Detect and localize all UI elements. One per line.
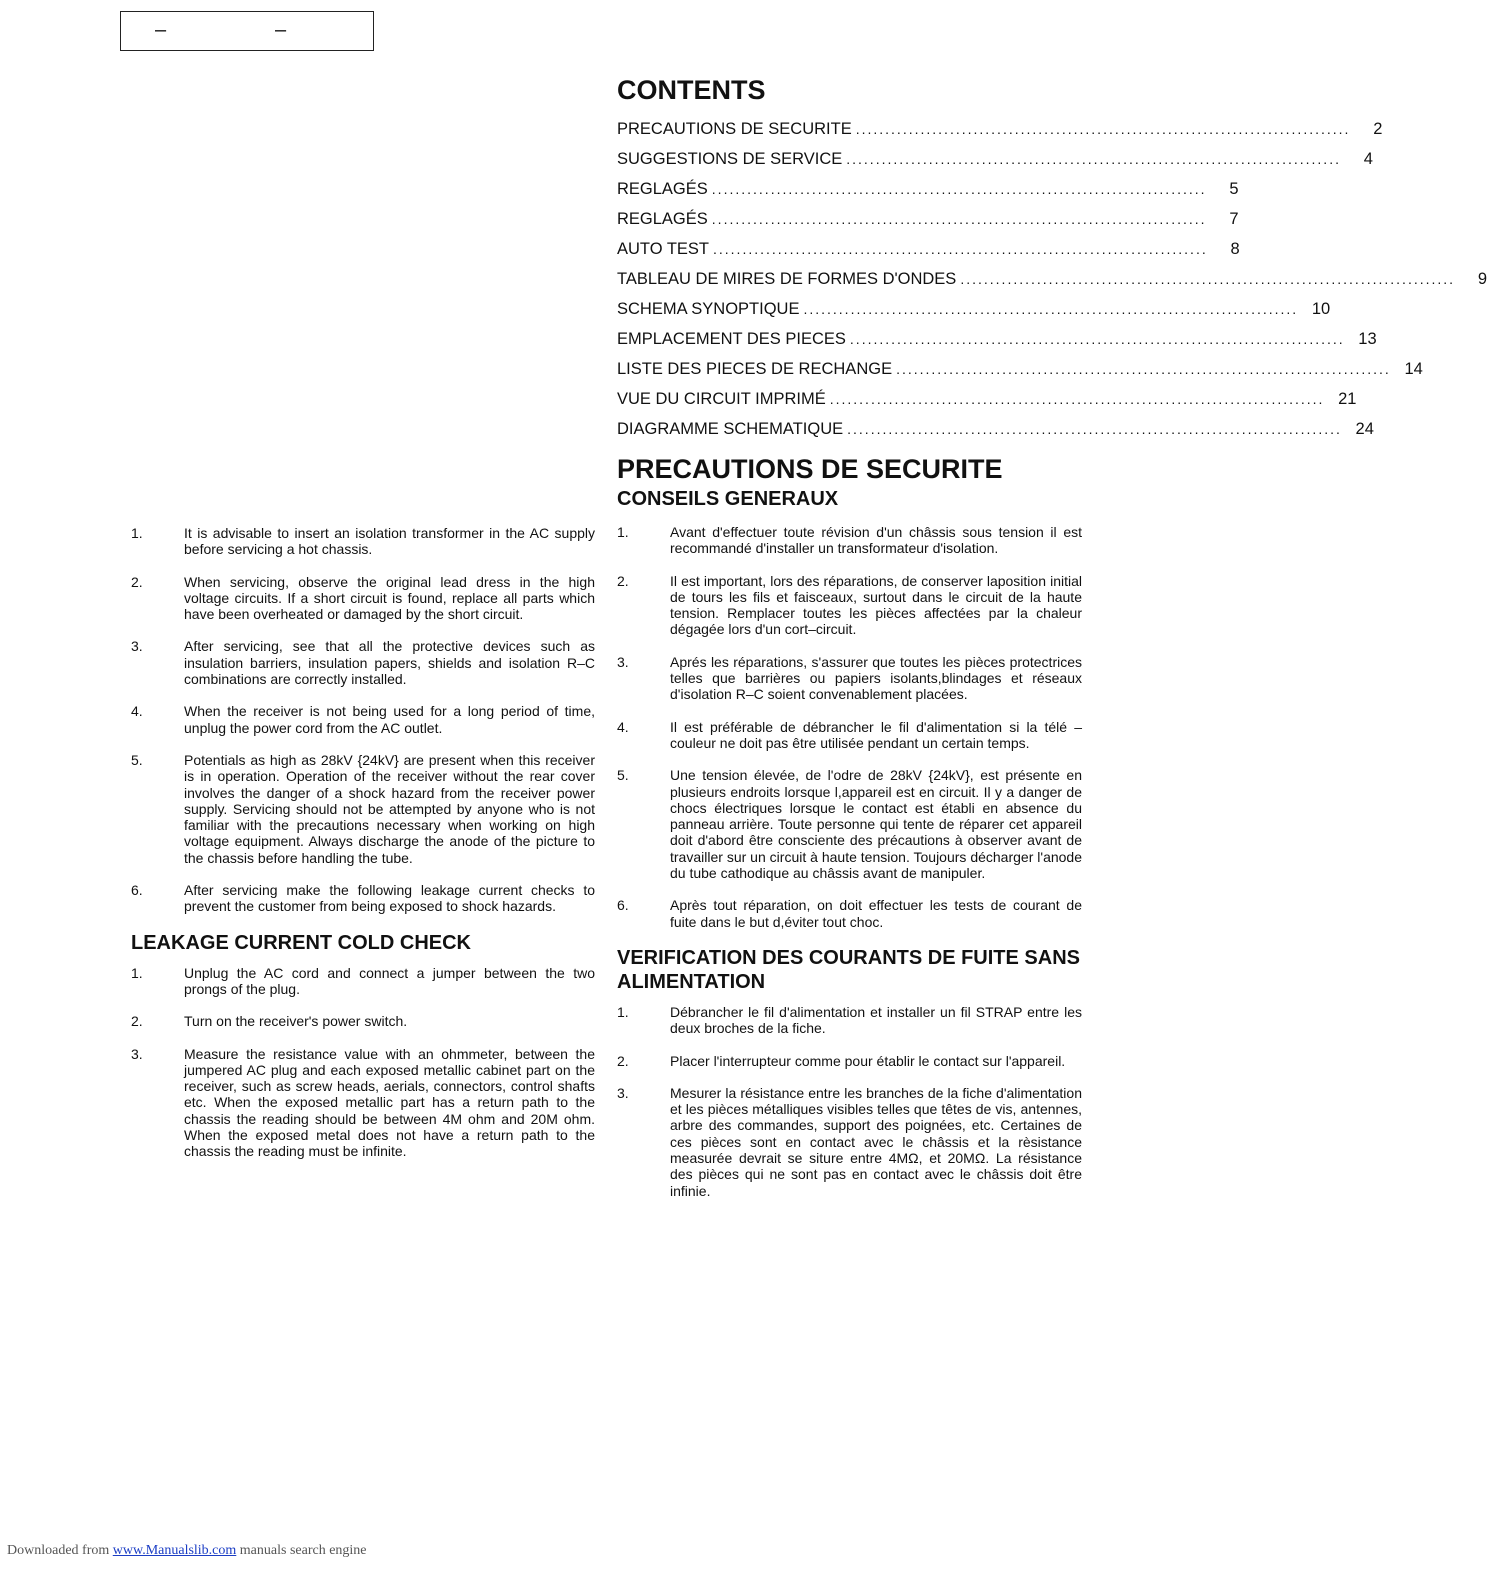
item-number: 1.: [617, 1003, 629, 1020]
item-number: 1.: [131, 964, 143, 981]
item-text: After servicing make the following leakage current checks to prevent the customer from being exposed to shock hazards.: [184, 882, 595, 915]
footer-prefix: Downloaded from: [7, 1543, 113, 1558]
item-number: 2.: [131, 573, 143, 590]
header-dash-left: –: [155, 19, 167, 41]
toc-leader-dots: ....................................................................................: [847, 421, 1342, 437]
toc-label: DIAGRAMME SCHEMATIQUE: [617, 420, 844, 438]
toc-label: AUTO TEST: [617, 240, 709, 258]
item-text: When the receiver is not being used for a long period of time, unplug the power cord from the AC outlet.: [184, 703, 595, 736]
toc-leader-dots: ....................................................................................: [846, 151, 1341, 167]
item-text: Potentials as high as 28kV {24kV} are present when this receiver is in operation. Operation of the receiver without the rear cover involves the danger of a shock hazard from the receiver power supply. Servicing should not be attempted by anyone who is not familiar with the precautions necessary when working on high voltage equipment. Always discharge the anode of the picture to the chassis before handling the tube.: [184, 751, 595, 866]
item-number: 2.: [131, 1013, 143, 1030]
toc-label: TABLEAU DE MIRES DE FORMES D'ONDES: [617, 270, 957, 288]
toc-entry[interactable]: [617, 264, 1487, 294]
toc-leader-dots: ....................................................................................: [711, 181, 1207, 197]
item-number: 5.: [131, 751, 143, 768]
list-item: [617, 1053, 1082, 1069]
toc-entry[interactable]: [617, 324, 1377, 354]
manualslib-link[interactable]: www.Manualslib.com: [112, 1543, 237, 1558]
list-item: [617, 654, 1082, 703]
list-item: [131, 1046, 595, 1160]
list-item: [131, 703, 595, 736]
list-item: [617, 897, 1082, 930]
toc-leader-dots: ....................................................................................: [849, 331, 1345, 347]
item-text: Une tension élevée, de l'odre de 28kV {24kV}, est présente en plusieurs endroits lorsque l,appareil est en circuit. Il y a danger de chocs électriques lorsque le contact est établi en absence du panneau arrière. Toute personne qui tente de réparer cet appareil doit d'abord être consciente des précautions à observer avant de travailler sur un circuit à haute tension. Toujours décharger l'anode du tube cathodique au châssis avant de manipuler.: [670, 767, 1082, 882]
list-item: [617, 1085, 1082, 1199]
list-item: [131, 965, 595, 998]
contents-title: CONTENTS: [617, 75, 766, 105]
toc-leader-dots: ....................................................................................: [713, 241, 1208, 257]
french-column: [617, 70, 1487, 1215]
toc-entry[interactable]: [617, 144, 1373, 174]
toc-label: SUGGESTIONS DE SERVICE: [617, 150, 843, 168]
toc-label: REGLAGÉS: [617, 210, 708, 228]
list-item: [617, 767, 1082, 881]
toc-page-number: 5: [1229, 180, 1239, 198]
leakage-check-title: LEAKAGE CURRENT COLD CHECK: [131, 931, 471, 954]
item-text: Mesurer la résistance entre les branches de la fiche d'alimentation et les pièces métalliques visibles telles que têtes de vis, antennes, arbre des commandes, support des poignées, etc. Certaines de ces pièces sont en contact avec le châssis et la rèsistance measurée devrait se siture entre 4MΩ, et 20MΩ. La résistance des pièces qui ne sont pas en contact avec le châssis doit être infinie.: [670, 1084, 1082, 1199]
item-number: 3.: [617, 653, 629, 670]
toc-label: VUE DU CIRCUIT IMPRIMÉ: [617, 390, 826, 408]
toc-entry[interactable]: [617, 294, 1331, 324]
list-item: [131, 574, 595, 623]
toc-leader-dots: ....................................................................................: [896, 361, 1391, 377]
item-text: When servicing, observe the original lead dress in the high voltage circuits. If a short circuit is found, replace all parts which have been overheated or damaged by the short circuit.: [184, 573, 595, 623]
list-item: [617, 573, 1082, 638]
toc-entry[interactable]: [617, 414, 1374, 444]
list-item: [617, 1004, 1082, 1037]
toc-entry[interactable]: [617, 354, 1423, 384]
header-box: [120, 11, 374, 51]
list-item: [131, 882, 595, 915]
list-item: [131, 752, 595, 866]
safety-precautions-title: PRECAUTIONS DE SECURITE: [617, 454, 1003, 484]
french-precautions-list: [617, 524, 1082, 930]
english-column: [131, 525, 595, 1176]
item-text: Unplug the AC cord and connect a jumper between the two prongs of the plug.: [184, 964, 595, 997]
list-item: [617, 524, 1082, 557]
list-item: [617, 719, 1082, 752]
toc-leader-dots: ....................................................................................: [803, 301, 1299, 317]
list-item: [131, 525, 595, 558]
item-text: Après tout réparation, on doit effectuer les tests de courant de fuite dans le but d,éviter tout choc.: [670, 897, 1082, 930]
table-of-contents: [617, 114, 1487, 444]
item-text: After servicing, see that all the protective devices such as insulation barriers, insulation papers, shields and isolation R–C combinations are correctly installed.: [184, 638, 595, 688]
item-number: 5.: [617, 767, 629, 784]
item-number: 1.: [617, 524, 629, 540]
footer-suffix: manuals search engine: [236, 1543, 367, 1558]
toc-label: LISTE DES PIECES DE RECHANGE: [617, 360, 893, 378]
toc-entry[interactable]: [617, 234, 1240, 264]
toc-page-number: 24: [1355, 420, 1374, 438]
item-text: Avant d'effectuer toute révision d'un châssis sous tension il est recommandé d'installer un transformateur d'isolation.: [670, 524, 1082, 557]
toc-page-number: 2: [1373, 120, 1383, 138]
item-number: 4.: [617, 718, 629, 735]
item-text: Débrancher le fil d'alimentation et installer un fil STRAP entre les deux broches de la fiche.: [670, 1003, 1082, 1037]
toc-page-number: 10: [1311, 300, 1331, 318]
toc-entry[interactable]: [617, 204, 1239, 234]
toc-page-number: 9: [1477, 270, 1487, 288]
item-number: 4.: [131, 703, 143, 720]
item-number: 1.: [131, 525, 143, 541]
item-number: 6.: [617, 897, 629, 914]
english-precautions-list: [131, 525, 595, 915]
toc-leader-dots: ....................................................................................: [829, 391, 1325, 407]
toc-page-number: 4: [1363, 150, 1373, 168]
item-text: Aprés les réparations, s'assurer que toutes les pièces protectrices telles que barrières ou papiers isolants,blindages et réseaux d'isolation R–C soient convenablement placées.: [670, 653, 1082, 703]
toc-label: PRECAUTIONS DE SECURITE: [617, 120, 852, 138]
item-text: Turn on the receiver's power switch.: [184, 1013, 408, 1030]
toc-entry[interactable]: [617, 174, 1239, 204]
verification-list: [617, 1004, 1082, 1199]
item-text: Placer l'interrupteur comme pour établir le contact sur l'appareil.: [670, 1052, 1066, 1069]
toc-leader-dots: ....................................................................................: [711, 211, 1207, 227]
toc-leader-dots: ....................................................................................: [855, 121, 1351, 137]
general-advice-subtitle: CONSEILS GENERAUX: [617, 488, 839, 510]
toc-entry[interactable]: [617, 384, 1357, 414]
item-number: 3.: [131, 1045, 143, 1062]
leakage-check-list: [131, 965, 595, 1160]
toc-page-number: 14: [1404, 360, 1423, 378]
item-number: 3.: [617, 1084, 629, 1101]
item-number: 3.: [131, 638, 143, 655]
download-footer: [7, 1543, 367, 1559]
item-text: Il est préférable de débrancher le fil d'alimentation si la télé –couleur ne doit pas être utilisée pendant un certain temps.: [670, 718, 1082, 751]
item-number: 2.: [617, 1052, 629, 1069]
toc-page-number: 8: [1230, 240, 1240, 258]
item-number: 2.: [617, 572, 629, 589]
toc-entry[interactable]: [617, 114, 1383, 144]
item-text: It is advisable to insert an isolation transformer in the AC supply before servicing a hot chassis.: [184, 525, 595, 558]
verification-title: VERIFICATION DES COURANTS DE FUITE SANS ALIMENTATION: [617, 946, 1080, 993]
list-item: [131, 1013, 595, 1029]
item-text: Measure the resistance value with an ohmmeter, between the jumpered AC plug and each exposed metallic cabinet part on the receiver, such as screw heads, aerials, connectors, control shafts etc. When the exposed metallic part has a return path to the chassis the reading should be between 4M ohm and 20M ohm. When the exposed metal does not have a return path to the chassis the reading must be infinite.: [184, 1045, 595, 1160]
item-text: Il est important, lors des réparations, de conserver laposition initial de tours les fils et faisceaux, surtout dans le circuit de la haute tension. Remplacer toutes les pièces affectées par la chaleur dégagée lors d'un cort–circuit.: [670, 572, 1082, 638]
item-number: 6.: [131, 882, 143, 899]
toc-label: REGLAGÉS: [617, 180, 708, 198]
toc-leader-dots: ....................................................................................: [960, 271, 1456, 287]
list-item: [131, 638, 595, 687]
header-dash-right: –: [275, 19, 287, 41]
toc-label: SCHEMA SYNOPTIQUE: [617, 300, 800, 318]
toc-page-number: 21: [1338, 390, 1357, 408]
toc-label: EMPLACEMENT DES PIECES: [617, 330, 846, 348]
toc-page-number: 7: [1229, 210, 1239, 228]
toc-page-number: 13: [1358, 330, 1377, 348]
